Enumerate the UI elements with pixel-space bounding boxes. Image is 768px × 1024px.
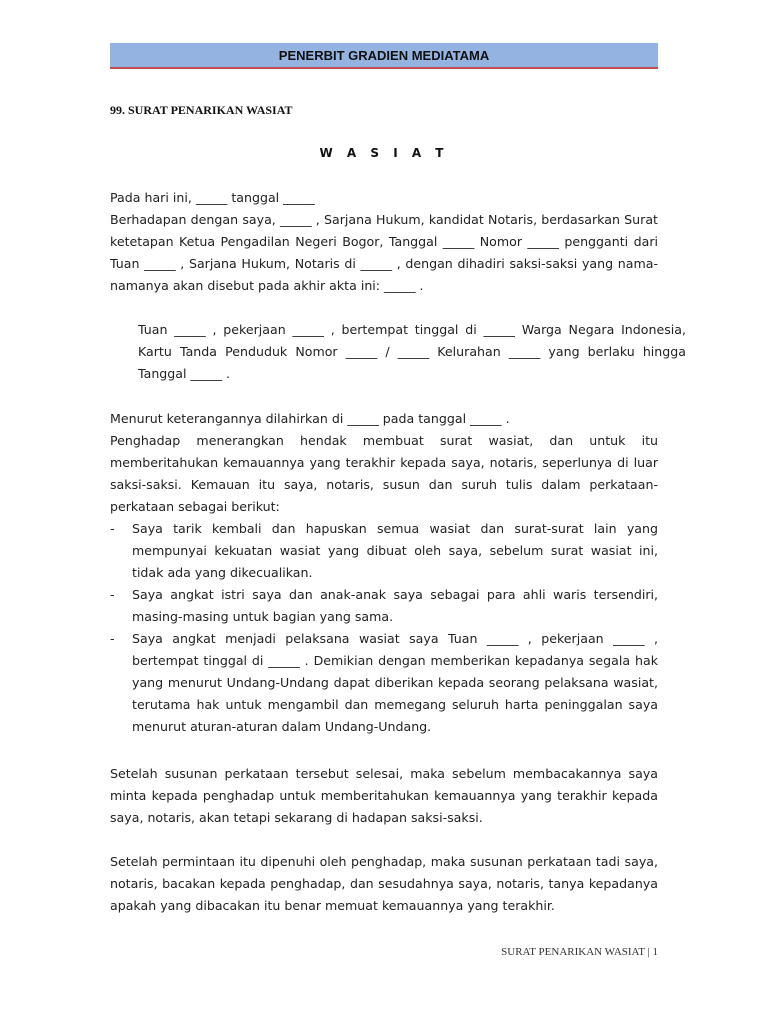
page-footer: SURAT PENARIKAN WASIAT | 1 [501, 946, 658, 958]
list-dash: - [110, 631, 115, 646]
publisher-header [110, 43, 658, 69]
section-title: 99. SURAT PENARIKAN WASIAT [110, 103, 293, 117]
closing-paragraph-1: Setelah susunan perkataan tersebut selesai, maka sebelum membacakannya saya minta kepada penghadap untuk memberitahukan kemauannya yang terakhir kepada saya, notaris, akan tetapi sekarang di hadapan saksi-saksi. [110, 766, 658, 825]
main-block [110, 408, 658, 738]
list-item-text: Saya angkat menjadi pelaksana wasiat saya Tuan _____ , pekerjaan _____ , bertempat tinggal di _____ . Demikian dengan memberikan kepadanya segala hak yang menurut Undang-Undang dapat diberikan kepada seorang pelaksana wasiat, terutama hak untuk mengambil dan memegang seluruh harta peninggalan saya menurut aturan-aturan dalam Undang-Undang. [132, 631, 658, 734]
document-title: W A S I A T [319, 146, 449, 160]
identity-block [110, 319, 686, 385]
will-items-list [110, 518, 658, 738]
birth-paragraph: Menurut keterangannya dilahirkan di _____ pada tanggal _____ . [110, 411, 510, 426]
closing-block-1 [110, 763, 658, 829]
list-dash: - [110, 521, 115, 536]
declaration-paragraph: Penghadap menerangkan hendak membuat surat wasiat, dan untuk itu memberitahukan kemauannya yang terakhir kepada saya, notaris, seperlunya di luar saksi-saksi. Kemauan itu saya, notaris, susun dan suruh tulis dalam perkataan-perkataan sebagai berikut: [110, 433, 658, 514]
opening-line: Pada hari ini, _____ tanggal _____ [110, 190, 315, 205]
list-dash: - [110, 587, 115, 602]
closing-paragraph-2: Setelah permintaan itu dipenuhi oleh penghadap, maka susunan perkataan tadi saya, notaris, bacakan kepada penghadap, dan sesudahnya saya, notaris, tanya kepadanya apakah yang dibacakan itu benar memuat kemauannya yang terakhir. [110, 854, 658, 913]
list-item-text: Saya tarik kembali dan hapuskan semua wasiat dan surat-surat lain yang mempunyai kekuatan wasiat yang dibuat oleh saya, sebelum surat wasiat ini, tidak ada yang dikecualikan. [132, 521, 658, 580]
closing-block-2 [110, 851, 658, 917]
list-item [110, 628, 658, 738]
list-item [110, 584, 658, 628]
list-item [110, 518, 658, 584]
opening-paragraph: Berhadapan dengan saya, _____ , Sarjana Hukum, kandidat Notaris, berdasarkan Surat ketetapan Ketua Pengadilan Negeri Bogor, Tanggal _____ Nomor _____ pengganti dari Tuan _____ , Sarjana Hukum, Notaris di _____ , dengan dihadiri saksi-saksi yang nama-namanya akan disebut pada akhir akta ini: _____ . [110, 212, 658, 293]
list-item-text: Saya angkat istri saya dan anak-anak saya sebagai para ahli waris tersendiri, masing-masing untuk bagian yang sama. [132, 587, 658, 624]
publisher-name: PENERBIT GRADIEN MEDIATAMA [278, 47, 490, 63]
identity-paragraph: Tuan _____ , pekerjaan _____ , bertempat tinggal di _____ Warga Negara Indonesia, Kartu Tanda Penduduk Nomor _____ / _____ Kelurahan _____ yang berlaku hingga Tanggal _____ . [138, 322, 686, 381]
opening-block [110, 187, 658, 297]
